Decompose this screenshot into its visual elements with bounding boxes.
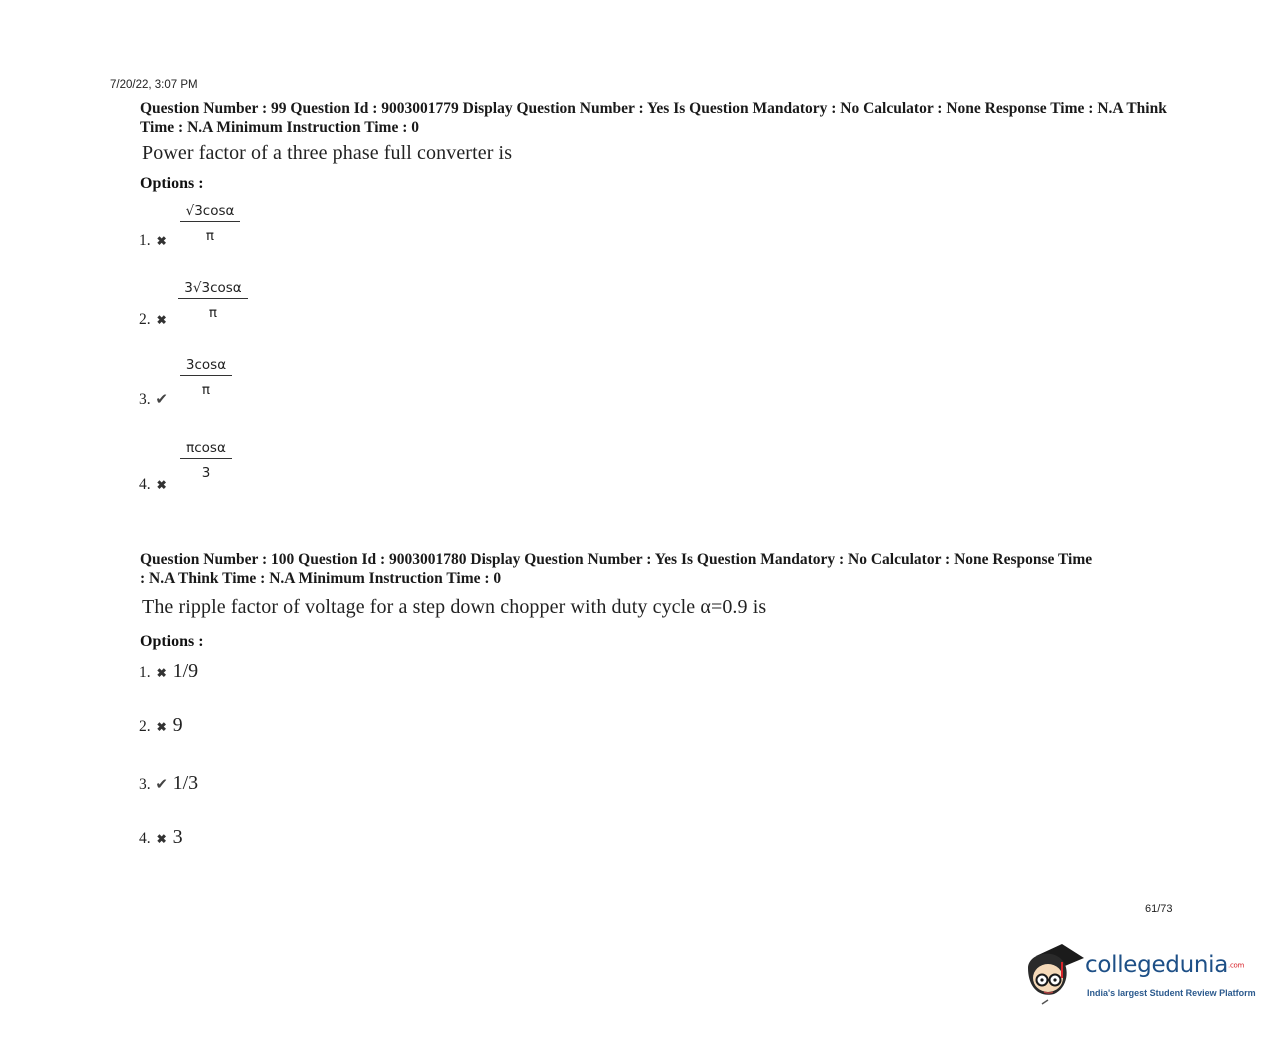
fraction-numerator: πcosα [180,440,232,459]
fraction-denominator: π [208,305,218,321]
fraction-denominator: π [205,228,215,244]
cross-icon: ✖ [156,313,167,327]
print-timestamp: 7/20/22, 3:07 PM [110,79,198,91]
option-2 [139,714,183,737]
cross-icon: ✖ [156,234,167,248]
option-2 [139,311,169,329]
brand-name: collegedunia [1085,952,1229,978]
fraction-denominator: π [201,382,211,398]
option-value: 9 [172,714,183,736]
option-number: 3. [139,391,151,408]
option-3 [139,772,198,795]
option-4 [139,826,183,849]
cross-icon: ✖ [156,720,167,734]
option-number: 4. [139,830,151,847]
brand-logo [1085,952,1244,978]
tick-icon: ✔ [155,392,168,408]
fraction-denominator: 3 [201,465,211,481]
option-3 [139,390,169,409]
option-fraction [180,357,232,398]
option-1 [139,232,169,250]
option-value: 1/9 [172,660,199,682]
option-fraction [178,280,248,321]
cross-icon: ✖ [156,478,167,492]
options-label: Options : [140,175,204,192]
option-value: 1/3 [172,772,199,794]
option-1 [139,660,198,683]
cross-icon: ✖ [156,666,167,680]
page-number: 61/73 [1145,903,1173,915]
fraction-numerator: 3cosα [180,357,232,376]
question-meta: Question Number : 99 Question Id : 9003001779 Display Question Number : Yes Is Question Mandatory : No Calculator : None Response Time : N.A Think Time : N.A Minimum Instruction Time : 0 [140,100,1167,136]
fraction-numerator: 3√3cosα [178,280,248,299]
brand-domain: .com [1228,961,1245,970]
option-value: 3 [172,826,183,848]
option-number: 1. [139,664,151,681]
question-text: Power factor of a three phase full converter is [142,142,513,164]
options-label: Options : [140,633,204,650]
mascot-logo-icon [1022,938,1086,1013]
option-number: 1. [139,232,151,249]
option-number: 3. [139,776,151,793]
option-4 [139,476,169,494]
brand-tagline: India's largest Student Review Platform [1087,988,1256,998]
fraction-numerator: √3cosα [180,203,240,222]
option-fraction [180,440,232,481]
option-number: 4. [139,476,151,493]
option-number: 2. [139,718,151,735]
option-fraction [180,203,240,244]
tick-icon: ✔ [155,777,168,793]
option-number: 2. [139,311,151,328]
cross-icon: ✖ [156,832,167,846]
question-meta: Question Number : 100 Question Id : 9003001780 Display Question Number : Yes Is Question Mandatory : No Calculator : None Response Time : N.A Think Time : N.A Minimum Instruction Time : 0 [140,551,1093,587]
question-text: The ripple factor of voltage for a step down chopper with duty cycle α=0.9 is [142,596,767,618]
